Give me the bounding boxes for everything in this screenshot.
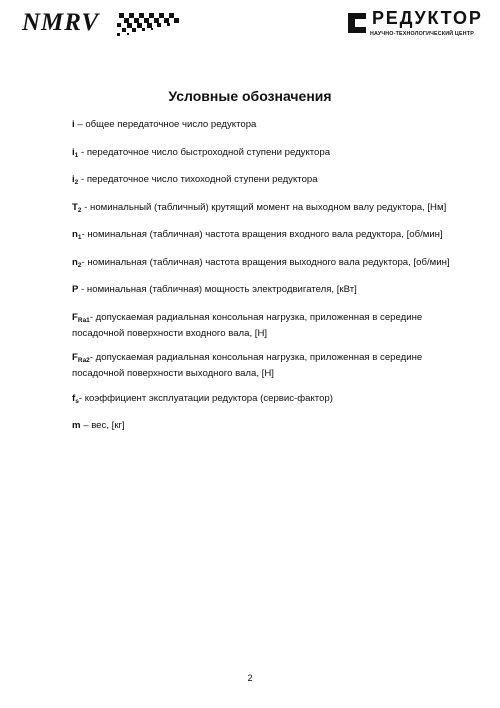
definition-text: - номинальная (табличная) мощность электродвигателя, [кВт]: [78, 284, 357, 295]
definition-subscript: Ra1: [77, 316, 90, 324]
definition-item: [72, 146, 472, 162]
reductor-logo: [346, 8, 483, 39]
definition-subscript: 2: [77, 206, 82, 214]
definition-text: - допускаемая радиальная консольная нагрузка, приложенная в середине посадочной поверхности выходного вала, [Н]: [72, 352, 423, 379]
definition-symbol: P: [72, 284, 79, 295]
definition-text: - номинальная (табличная) частота вращения входного вала редуктора, [об/мин]: [81, 229, 443, 240]
definition-item: [72, 351, 472, 380]
definition-item: [72, 283, 472, 299]
definition-subscript: 2: [77, 261, 82, 269]
definition-symbol: f: [72, 392, 76, 404]
definition-item: [72, 256, 472, 272]
definition-item: [72, 311, 472, 340]
definition-item: [72, 228, 472, 244]
reductor-logo-name: РЕДУКТОР: [372, 8, 483, 28]
definition-symbol: F: [72, 352, 78, 363]
definition-symbol: i: [72, 174, 75, 185]
definition-item: [72, 173, 472, 189]
definition-subscript: Ra2: [77, 357, 90, 364]
definition-text: - номинальный (табличный) крутящий момент на выходном валу редуктора, [Нм]: [81, 201, 447, 213]
definition-symbol: i: [72, 119, 75, 130]
definition-symbol: n: [72, 229, 78, 240]
definition-subscript: 1: [77, 234, 82, 241]
definition-symbol: F: [72, 311, 78, 323]
definition-text: - передаточное число тихоходной ступени редуктора: [78, 174, 318, 185]
definition-subscript: 1: [74, 151, 79, 159]
definition-subscript: 2: [74, 179, 79, 186]
definition-text: – вес, [кг]: [80, 420, 125, 431]
page-header: [0, 0, 500, 48]
reductor-emblem-icon: [346, 9, 368, 37]
definition-item: [72, 118, 472, 134]
definition-text: – общее передаточное число редуктора: [74, 119, 257, 130]
definition-symbol: i: [72, 146, 75, 158]
reductor-logo-subtitle: НАУЧНО-ТЕХНОЛОГИЧЕСКИЙ ЦЕНТР: [370, 31, 474, 37]
definition-text: - допускаемая радиальная консольная нагрузка, приложенная в середине посадочной поверхности входного вала, [Н]: [72, 311, 423, 339]
definition-item: [72, 419, 472, 435]
definition-text: - передаточное число быстроходной ступени редуктора: [78, 146, 331, 158]
definition-item: [72, 201, 472, 217]
nmrv-logo: NMRV: [22, 9, 100, 36]
definition-symbol: n: [72, 256, 78, 268]
checkered-flag-icon: [117, 13, 183, 37]
definition-symbol: T: [72, 201, 78, 213]
definition-item: [72, 392, 472, 408]
definitions-list: [72, 118, 472, 447]
page-number: 2: [247, 673, 253, 683]
definition-symbol: m: [72, 420, 81, 431]
definition-text: - коэффициент эксплуатации редуктора (сервис-фактор): [78, 392, 333, 404]
definition-subscript: s: [75, 397, 79, 405]
page-title: Условные обозначения: [168, 88, 332, 104]
definition-text: - номинальная (табличная) частота вращения выходного вала редуктора, [об/мин]: [81, 256, 450, 268]
